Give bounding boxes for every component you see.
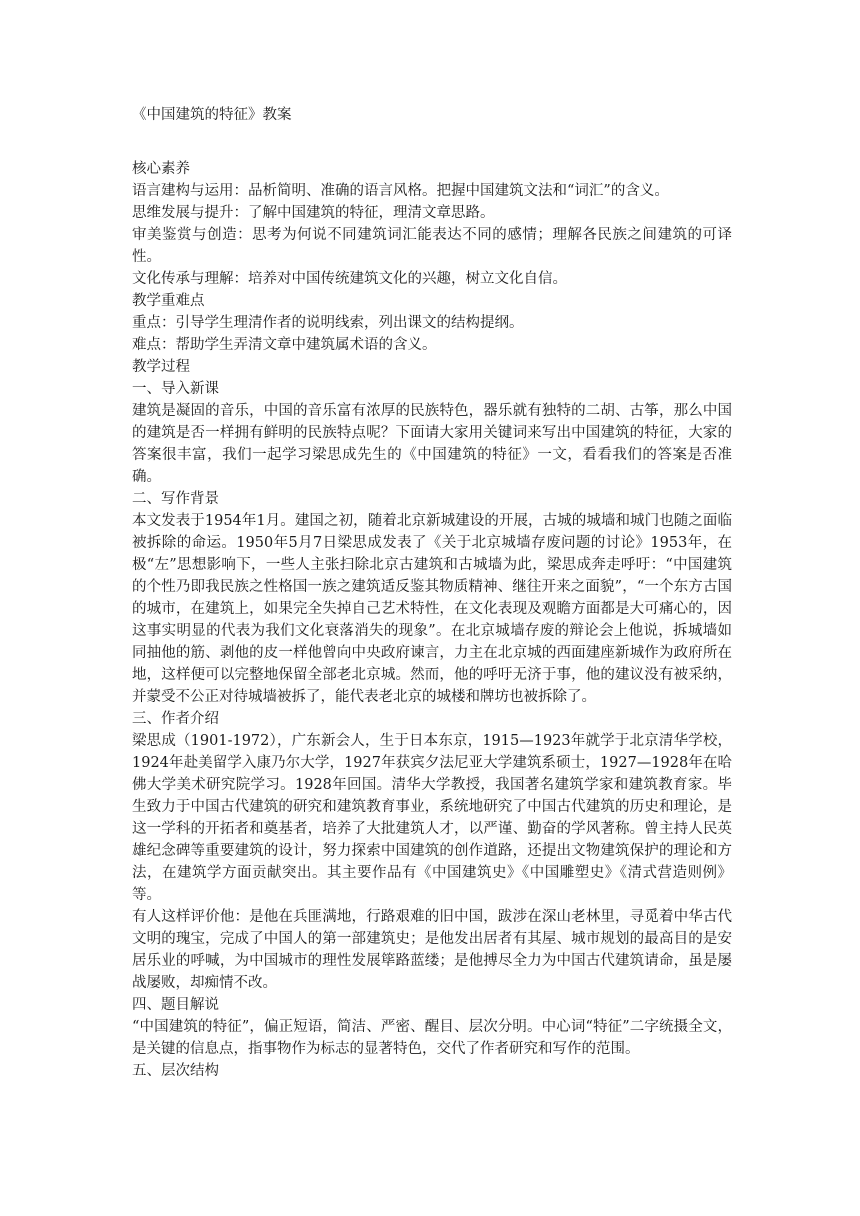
- heading-author: 三、作者介绍: [132, 711, 219, 727]
- paragraph-language: 语言建构与运用：品析简明、准确的语言风格。把握中国建筑文法和“词汇”的含义。: [132, 183, 669, 199]
- paragraph-aesthetics: 审美鉴赏与创造：思考为何说不同建筑词汇能表达不同的感情；理解各民族之间建筑的可译性。: [132, 227, 732, 265]
- heading-title-explanation: 四、题目解说: [132, 997, 219, 1013]
- paragraph-introduction: 建筑是凝固的音乐，中国的音乐富有浓厚的民族特色，器乐就有独特的二胡、古筝，那么中国的建筑是否一样拥有鲜明的民族特点呢？下面请大家用关键词来写出中国建筑的特征，大家的答案很丰富，我们一起学习梁思成先生的《中国建筑的特征》一文，看看我们的答案是否准确。: [132, 403, 732, 485]
- heading-key-difficult-points: 教学重难点: [132, 293, 205, 309]
- paragraph-title-explanation: “中国建筑的特征”，偏正短语，简洁、严密、醒目、层次分明。中心词“特征”二字统摄全文，是关键的信息点，指事物作为标志的显著特色，交代了作者研究和写作的范围。: [132, 1019, 732, 1057]
- heading-core-literacy: 核心素养: [132, 161, 190, 177]
- paragraph-culture: 文化传承与理解：培养对中国传统建筑文化的兴趣，树立文化自信。: [132, 271, 567, 287]
- paragraph-difficult-point: 难点：帮助学生弄清文章中建筑属术语的含义。: [132, 337, 437, 353]
- heading-teaching-process: 教学过程: [132, 359, 190, 375]
- document-page: [132, 104, 732, 1082]
- heading-background: 二、写作背景: [132, 491, 219, 507]
- paragraph-background: 本文发表于1954年1月。建国之初，随着北京新城建设的开展，古城的城墙和城门也随之面临被拆除的命运。1950年5月7日梁思成发表了《关于北京城墙存废问题的讨论》1953年，在极“左”思想影响下，一些人主张扫除北京古建筑和古城墙为此，梁思成奔走呼吁：“中国建筑的个性乃即我民族之性格国一族之建筑适反鉴其物质精神、继往开来之面貌”，“一个东方古国的城市，在建筑上，如果完全失掉自己艺术特性，在文化表现及观瞻方面都是大可痛心的，因这事实明显的代表为我们文化衰落消失的现象”。在北京城墙存废的辩论会上他说，拆城墙如同抽他的筋、剥他的皮一样他曾向中央政府谏言，力主在北京城的西面建座新城作为政府所在地，这样便可以完整地保留全部老北京城。然而，他的呼吁无济于事，他的建议没有被采纳，并蒙受不公正对待城墙被拆了，能代表老北京的城楼和牌坊也被拆除了。: [132, 513, 732, 705]
- heading-introduction: 一、导入新课: [132, 381, 219, 397]
- paragraph-thinking: 思维发展与提升：了解中国建筑的特征，理清文章思路。: [132, 205, 495, 221]
- document-title: 《中国建筑的特征》教案: [132, 107, 292, 123]
- paragraph-author: 梁思成（1901-1972），广东新会人，生于日本东京，1915—1923年就学于北京清华学校，1924年赴美留学入康乃尔大学，1927年获宾夕法尼亚大学建筑系硕士，1927—1928年在哈佛大学美术研究院学习。1928年回国。清华大学教授，我国著名建筑学家和建筑教育家。毕生致力于中国古代建筑的研究和建筑教育事业，系统地研究了中国古代建筑的历史和理论，是这一学科的开拓者和奠基者，培养了大批建筑人才，以严谨、勤奋的学风著称。曾主持人民英雄纪念碑等重要建筑的设计，努力探索中国建筑的创作道路，还提出文物建筑保护的理论和方法，在建筑学方面贡献突出。其主要作品有《中国建筑史》《中国雕塑史》《清式营造则例》等。: [132, 733, 732, 903]
- heading-structure: 五、层次结构: [132, 1063, 219, 1079]
- paragraph-key-point: 重点：引导学生理清作者的说明线索，列出课文的结构提纲。: [132, 315, 524, 331]
- paragraph-evaluation: 有人这样评价他：是他在兵匪满地，行路艰难的旧中国，跋涉在深山老林里，寻觅着中华古代文明的瑰宝，完成了中国人的第一部建筑史；是他发出居者有其屋、城市规划的最高目的是安居乐业的呼喊，为中国城市的理性发展筚路蓝缕；是他搏尽全力为中国古代建筑请命，虽是屡战屡败，却痴情不改。: [132, 909, 732, 991]
